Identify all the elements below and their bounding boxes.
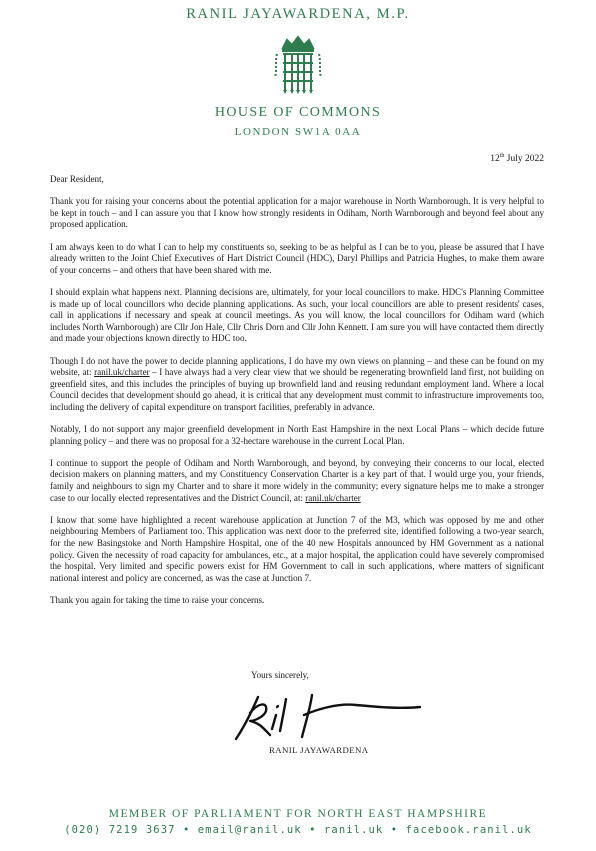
- paragraph-2: I am always keen to do what I can to help my constituents so, seeking to be as helpful as I can be to you, please be assured that I have already written to the Joint Chief Executives of Hart District Council (HDC), Daryl Phillips and Patricia Hughes, to make them aware of your concerns – and others that have been shared with me.: [50, 241, 544, 275]
- portcullis-icon: [271, 34, 325, 96]
- paragraph-1: Thank you for raising your concerns about the potential application for a major warehouse in North Warnborough. It is very helpful to be kept in touch – and I can assure you that I know how strongly residents in Odiham, North Warnborough and beyond feel about any proposed application.: [50, 196, 544, 230]
- date-suffix: th: [499, 153, 505, 159]
- paragraph-3: I should explain what happens next. Planning decisions are, ultimately, for your local councillors to make. HDC's Planning Committee is made up of local councillors who decide planning applications. As such, your local councillors are able to present residents' cases, call in applications if necessary and speak at council meetings. As you will know, the local councillors for Odiham ward (which includes North Warnborough) are Cllr Jon Hale, Cllr Chris Dorn and Cllr John Kennett. I am sure you will have contacted them directly and made your objections known directly to HDC too.: [50, 286, 544, 344]
- paragraph-5: Notably, I do not support any major greenfield development in North East Hampshire in the next Local Plans – which decide future planning policy – and there was no proposal for a 32-hectare warehouse in the current Local Plan.: [50, 424, 544, 446]
- signature-image: [228, 685, 423, 743]
- salutation: Dear Resident,: [50, 174, 104, 184]
- address-heading: LONDON SW1A 0AA: [234, 126, 362, 138]
- letter-body: [50, 174, 544, 617]
- paragraph-4: [50, 356, 544, 414]
- paragraph-7: I know that some have highlighted a recent warehouse application at Junction 7 of the M3, which was opposed by me and other neighbouring Members of Parliament too. This application was next door to the preferred site, identified following a two-year search, for the new Basingstoke and North Hampshire Hospital, one of the 40 new Hospitals announced by HM Government as a national policy. Given the necessity of road capacity for ambulances, etc., at a major hospital, the application could have severely compromised the hospital. Very limited and specific powers exist for HM Government to call in such applications, where matters of significant national interest and policy are concerned, as was the case at Junction 7.: [50, 514, 544, 583]
- paragraph-4-text-a: Though I do not have the power to decide planning applications, I do have my own views on planning – and these can be found on my website, at:: [50, 355, 544, 378]
- paragraph-4-text-b: – I have always had a very clear view that we should be regenerating brownfield land first, not building on greenfield sites, and this includes the principles of buying up brownfield land and reusing redundant employment land. Where a local Council decides that development should go ahead, it is critical that any development must commit to infrastructure improvements too, including the delivery of capital expenditure on transport facilities, preferably in advance.: [50, 367, 544, 412]
- paragraph-8: Thank you again for taking the time to raise your concerns.: [50, 594, 265, 605]
- closing: Yours sincerely,: [251, 670, 309, 680]
- date-day: 12: [490, 154, 500, 165]
- signer-name: RANIL JAYAWARDENA: [269, 745, 369, 755]
- letter-date: [490, 153, 544, 164]
- mp-name-heading: RANIL JAYAWARDENA, M.P.: [186, 6, 410, 22]
- paragraph-6-text: I continue to support the people of Odiham and North Warnborough, and beyond, by conveying their concerns to our local, elected decision makers on planning matters, and my Constituency Conservation Charter is a key part of that. I would urge you, your friends, family and neighbours to sign my Charter and to share it more widely in the community; every signature helps me to make a stronger case to our locally elected representatives and the District Council, at:: [50, 457, 544, 503]
- house-of-commons-heading: HOUSE OF COMMONS: [214, 105, 382, 120]
- date-month-year: July 2022: [504, 154, 544, 165]
- charter-link[interactable]: ranil.uk/charter: [94, 367, 150, 378]
- footer-contact: (020) 7219 3637 • email@ranil.uk • ranil.uk • facebook.ranil.uk: [64, 824, 532, 836]
- footer-constituency: MEMBER OF PARLIAMENT FOR NORTH EAST HAMPSHIRE: [108, 808, 488, 820]
- charter-link-2[interactable]: ranil.uk/charter: [305, 492, 361, 503]
- paragraph-6: [50, 458, 544, 504]
